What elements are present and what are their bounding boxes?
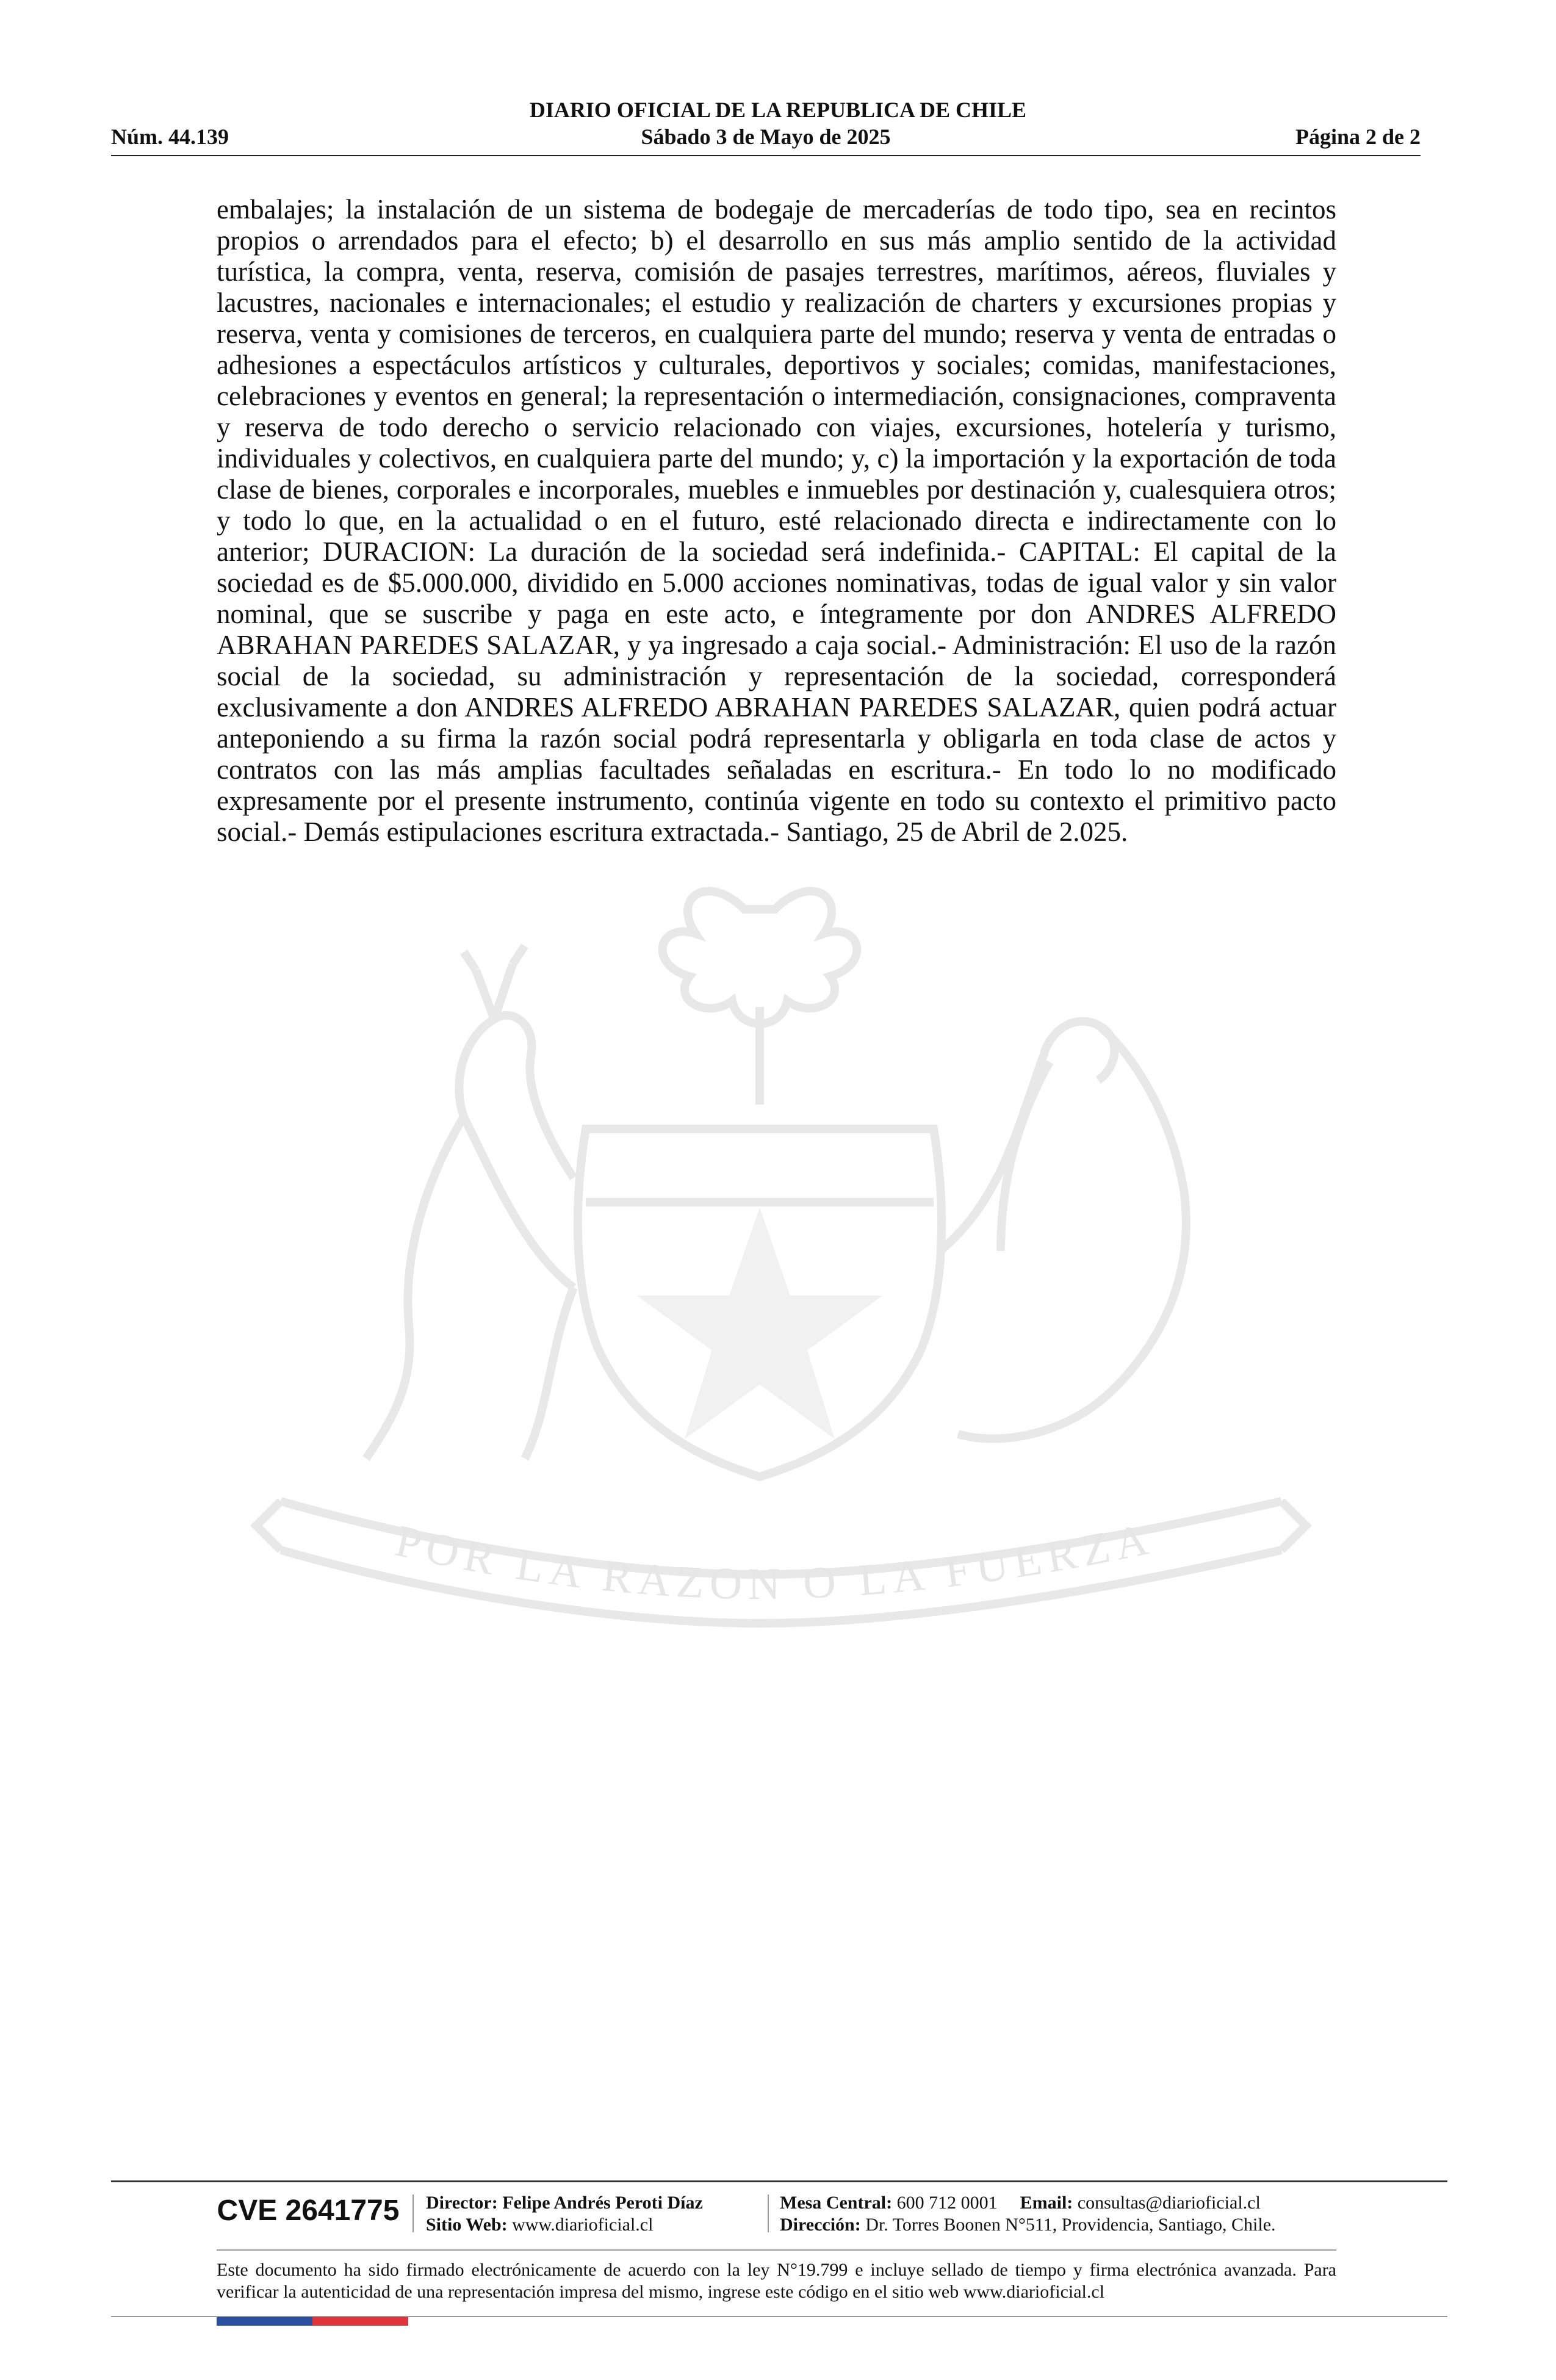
footer-divider-mid [217, 2249, 1336, 2251]
address-label: Dirección: [780, 2215, 861, 2235]
contact-line [780, 2192, 1261, 2214]
mesa-phone: 600 712 0001 [896, 2193, 998, 2213]
website-link[interactable]: www.diarioficial.cl [512, 2215, 654, 2235]
address-line [780, 2214, 1276, 2236]
issue-number: Núm. 44.139 [111, 124, 229, 149]
director-name: Felipe Andrés Peroti Díaz [502, 2193, 703, 2213]
mesa-label: Mesa Central: [780, 2193, 893, 2213]
body-paragraph: embalajes; la instalación de un sistema de bodegaje de mercaderías de todo tipo, sea en recintos propios o arrendados para el efecto; b) el desarrollo en sus más amplio sentido de la actividad turística, la compra, venta, reserva, comisión de pasajes terrestres, marítimos, aéreos, fluviales y lacustres, nacionales e internacionales; el estudio y realización de charters y excursiones propias y reserva, venta y comisiones de terceros, en cualquiera parte del mundo; reserva y venta de entradas o adhesiones a espectáculos artísticos y culturales, deportivos y sociales; comidas, manifestaciones, celebraciones y eventos en general; la representación o intermediación, consignaciones, compraventa y reserva de todo derecho o servicio relacionado con viajes, excursiones, hotelería y turismo, individuales y colectivos, en cualquiera parte del mundo; y, c) la importación y la exportación de toda clase de bienes, corporales e incorporales, muebles e inmuebles por destinación y, cualesquiera otros; y todo lo que, en la actualidad o en el futuro, esté relacionado directa e indirectamente con lo anterior; DURACION: La duración de la sociedad será indefinida.- CAPITAL: El capital de la sociedad es de $5.000.000, dividido en 5.000 acciones nominativas, todas de igual valor y sin valor nominal, que se suscribe y paga en este acto, e íntegramente por don ANDRES ALFREDO ABRAHAN PAREDES SALAZAR, y ya ingresado a caja social.- Administración: El uso de la razón social de la sociedad, su administración y representación de la sociedad, corresponderá exclusivamente a don ANDRES ALFREDO ABRAHAN PAREDES SALAZAR, quien podrá actuar anteponiendo a su firma la razón social podrá representarla y obligarla en toda clase de actos y contratos con las más amplias facultades señaladas en escritura.- En todo lo no modificado expresamente por el presente instrumento, continúa vigente en todo su contexto el primitivo pacto social.- Demás estipulaciones escritura extractada.- Santiago, 25 de Abril de 2.025. [217, 194, 1336, 847]
address-value: Dr. Torres Boonen N°511, Providencia, Santiago, Chile. [865, 2215, 1276, 2235]
footer-separator [768, 2194, 769, 2232]
email-link[interactable]: consultas@diarioficial.cl [1077, 2193, 1261, 2213]
signature-notice: Este documento ha sido firmado electrónicamente de acuerdo con la ley N°19.799 e incluye sellado de tiempo y firma electrónica avanzada. Para verificar la autenticidad de una representación impresa del mismo, ingrese este código en el sitio web www.diarioficial.cl [217, 2260, 1336, 2302]
cve-code: CVE 2641775 [217, 2194, 400, 2227]
page-indicator: Página 2 de 2 [1295, 124, 1421, 149]
director-line [426, 2192, 703, 2214]
director-label: Director: [426, 2193, 498, 2213]
header-divider [111, 155, 1421, 156]
newspaper-title: DIARIO OFICIAL DE LA REPUBLICA DE CHILE [529, 98, 1027, 122]
website-line [426, 2214, 653, 2236]
flag-blue-segment [217, 2317, 312, 2326]
crest-motto: POR LA RAZON O LA FUERZA [391, 1513, 1159, 1610]
footer-separator [412, 2194, 414, 2232]
website-label: Sitio Web: [426, 2215, 508, 2235]
flag-red-segment [312, 2317, 408, 2326]
issue-date: Sábado 3 de Mayo de 2025 [641, 124, 891, 149]
flag-stripe [217, 2317, 408, 2326]
chile-coat-of-arms-icon [207, 860, 1355, 1672]
email-label: Email: [1020, 2193, 1073, 2213]
footer-divider-top [111, 2180, 1447, 2182]
